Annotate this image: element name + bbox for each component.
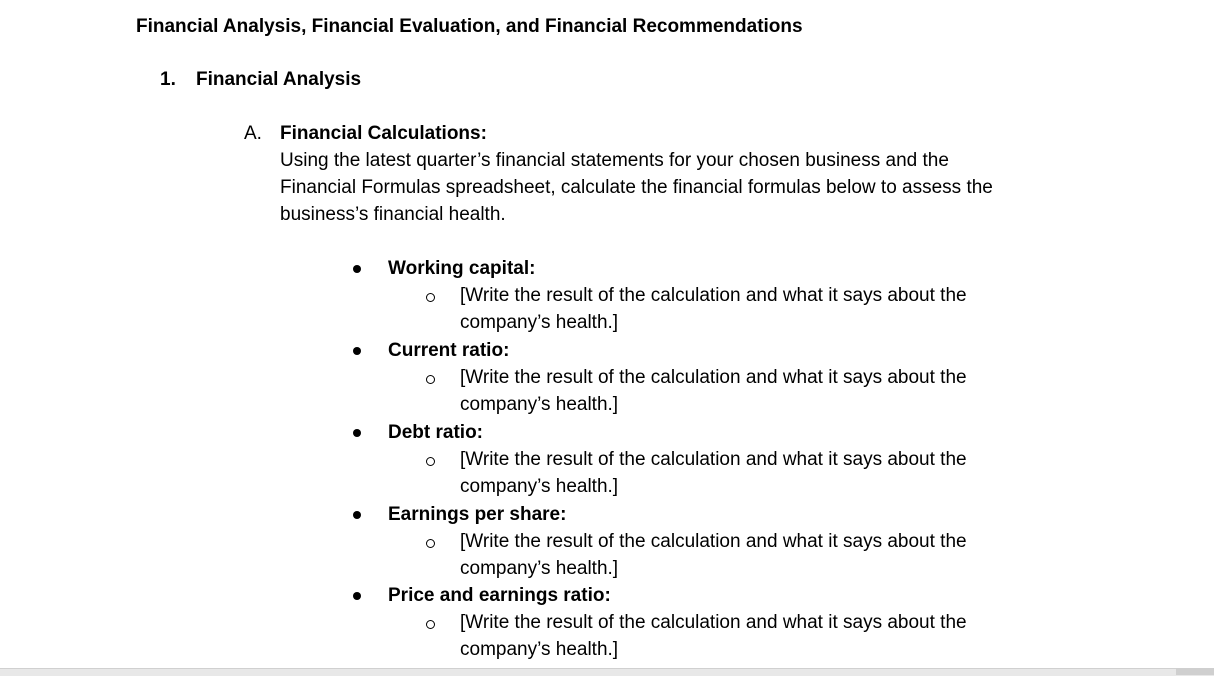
hollow-bullet-icon — [426, 539, 435, 548]
subsection-body-line: Using the latest quarter’s financial statements for your chosen business and the — [280, 150, 949, 171]
section-title: Financial Analysis — [196, 69, 362, 90]
item-label-current-ratio: Current ratio: — [388, 340, 510, 361]
item-desc-line: [Write the result of the calculation and what it says about the — [460, 367, 967, 388]
item-desc-line: [Write the result of the calculation and what it says about the — [460, 531, 967, 552]
hollow-bullet-icon — [426, 457, 435, 466]
item-desc-line: company’s health.] — [460, 476, 619, 497]
hollow-bullet-icon — [426, 375, 435, 384]
bullet-icon — [353, 265, 361, 273]
item-desc-line: company’s health.] — [460, 639, 619, 660]
item-label-debt-ratio: Debt ratio: — [388, 422, 483, 443]
bullet-icon — [353, 511, 361, 519]
item-desc-line: company’s health.] — [460, 312, 619, 333]
bullet-icon — [353, 429, 361, 437]
item-label-price-earnings-ratio: Price and earnings ratio: — [388, 585, 611, 606]
subsection-title: Financial Calculations: — [280, 123, 487, 144]
item-desc-line: [Write the result of the calculation and what it says about the — [460, 449, 967, 470]
hollow-bullet-icon — [426, 620, 435, 629]
item-desc-line: company’s health.] — [460, 394, 619, 415]
subsection-body-line: business’s financial health. — [280, 204, 506, 225]
bullet-icon — [353, 347, 361, 355]
bullet-icon — [353, 592, 361, 600]
subsection-letter: A. — [244, 123, 262, 144]
section-number: 1. — [160, 69, 176, 90]
subsection-body-line: Financial Formulas spreadsheet, calculate the financial formulas below to assess the — [280, 177, 993, 198]
item-label-earnings-per-share: Earnings per share: — [388, 504, 567, 525]
item-desc-line: [Write the result of the calculation and what it says about the — [460, 285, 967, 306]
view-control[interactable] — [1176, 668, 1214, 675]
item-desc-line: [Write the result of the calculation and what it says about the — [460, 612, 967, 633]
item-desc-line: company’s health.] — [460, 558, 619, 579]
document-title: Financial Analysis, Financial Evaluation, and Financial Recommendations — [136, 16, 803, 37]
hollow-bullet-icon — [426, 293, 435, 302]
item-label-working-capital: Working capital: — [388, 258, 536, 279]
